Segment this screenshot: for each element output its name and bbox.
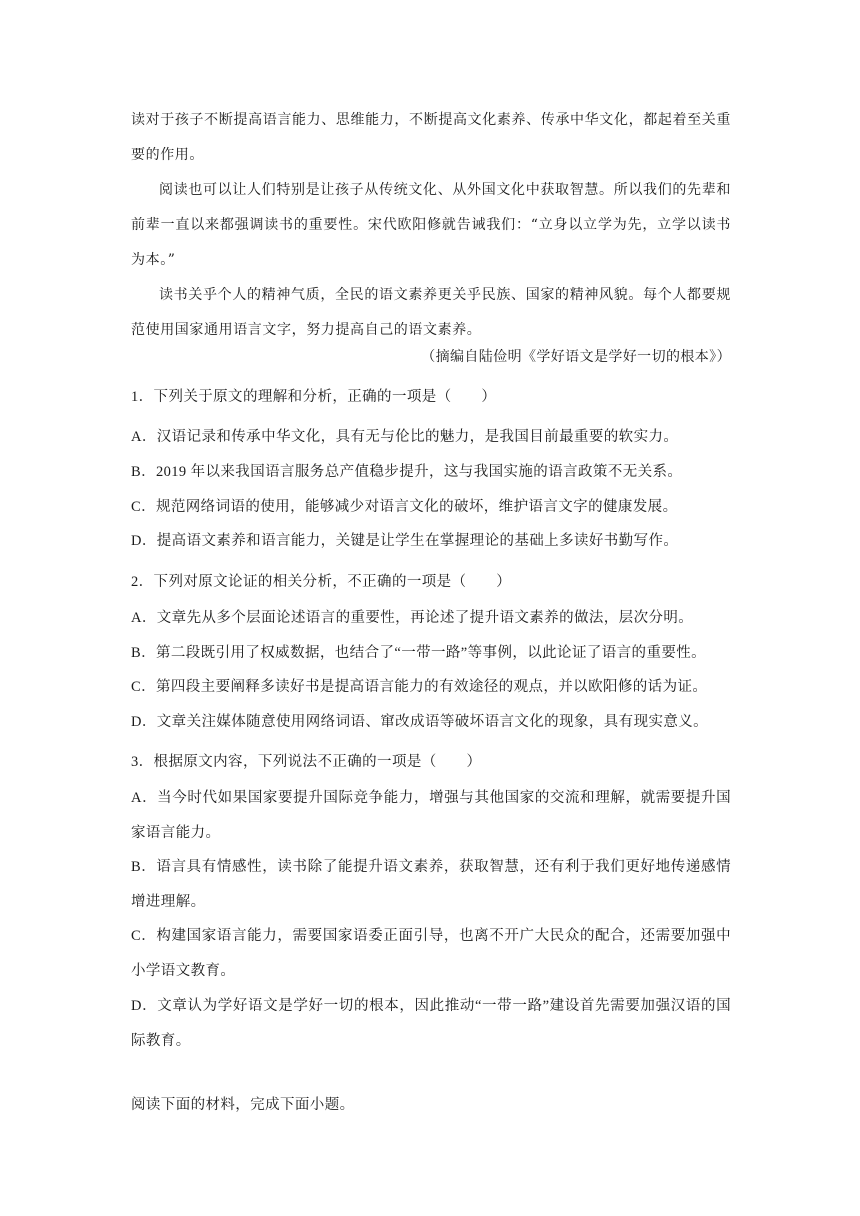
question-1-option-b: B．2019 年以来我国语言服务总产值稳步提升，这与我国实施的语言政策不无关系。 — [131, 464, 683, 480]
question-2-option-d: D．文章关注媒体随意使用网络词语、窜改成语等破坏语言文化的现象，具有现实意义。 — [131, 714, 709, 730]
passage-paragraph-2: 阅读也可以让人们特别是让孩子从传统文化、从外国文化中获取智慧。所以我们的先辈和前辈一直以来都强调读书的重要性。宋代欧阳修就告诫我们：“立身以立学为先，立学以读书为本。” — [131, 182, 731, 268]
question-1-option-a: A．汉语记录和传承中华文化，具有无与伦比的魅力，是我国目前最重要的软实力。 — [131, 429, 679, 445]
passage-paragraph-3: 读书关乎个人的精神气质，全民的语文素养更关乎民族、国家的精神风貌。每个人都要规范使用国家通用语言文字，努力提高自己的语文素养。 — [131, 287, 731, 338]
question-3-stem: 3．根据原文内容，下列说法不正确的一项是（ ） — [131, 754, 482, 770]
question-3-option-c: C．构建国家语言能力，需要国家语委正面引导，也离不开广大民众的配合，还需要加强中小学语文教育。 — [131, 928, 731, 979]
question-2-option-c: C．第四段主要阐释多读好书是提高语言能力的有效途径的观点，并以欧阳修的话为证。 — [131, 679, 708, 695]
question-3-option-a: A．当今时代如果国家要提升国际竞争能力，增强与其他国家的交流和理解，就需要提升国家语言能力。 — [131, 790, 731, 841]
question-1-stem: 1．下列关于原文的理解和分析，正确的一项是（ ） — [131, 389, 497, 405]
question-3-option-b: B．语言具有情感性，读书除了能提升语文素养，获取智慧，还有利于我们更好地传递感情增进理解。 — [131, 859, 731, 910]
question-2-stem: 2．下列对原文论证的相关分析，不正确的一项是（ ） — [131, 574, 512, 590]
passage-source: （摘编自陆俭明《学好语文是学好一切的根本》） — [421, 349, 731, 365]
question-1-option-c: C．规范网络词语的使用，能够减少对语言文化的破坏，维护语言文字的健康发展。 — [131, 499, 678, 515]
question-1-option-d: D．提高语文素养和语言能力，关键是让学生在掌握理论的基础上多读好书勤写作。 — [131, 533, 679, 549]
question-2-option-a: A．文章先从多个层面论述语言的重要性，再论述了提升语文素养的做法，层次分明。 — [131, 610, 694, 626]
question-2-option-b: B．第二段既引用了权威数据，也结合了“一带一路”等事例，以此论证了语言的重要性。 — [131, 645, 707, 661]
passage-paragraph-1-tail: 读对于孩子不断提高语言能力、思维能力，不断提高文化素养、传承中华文化，都起着至关重要的作用。 — [131, 112, 731, 163]
next-section-instruction: 阅读下面的材料，完成下面小题。 — [131, 1097, 355, 1113]
question-3-option-d: D．文章认为学好语文是学好一切的根本，因此推动“一带一路”建设首先需要加强汉语的国际教育。 — [131, 998, 731, 1049]
